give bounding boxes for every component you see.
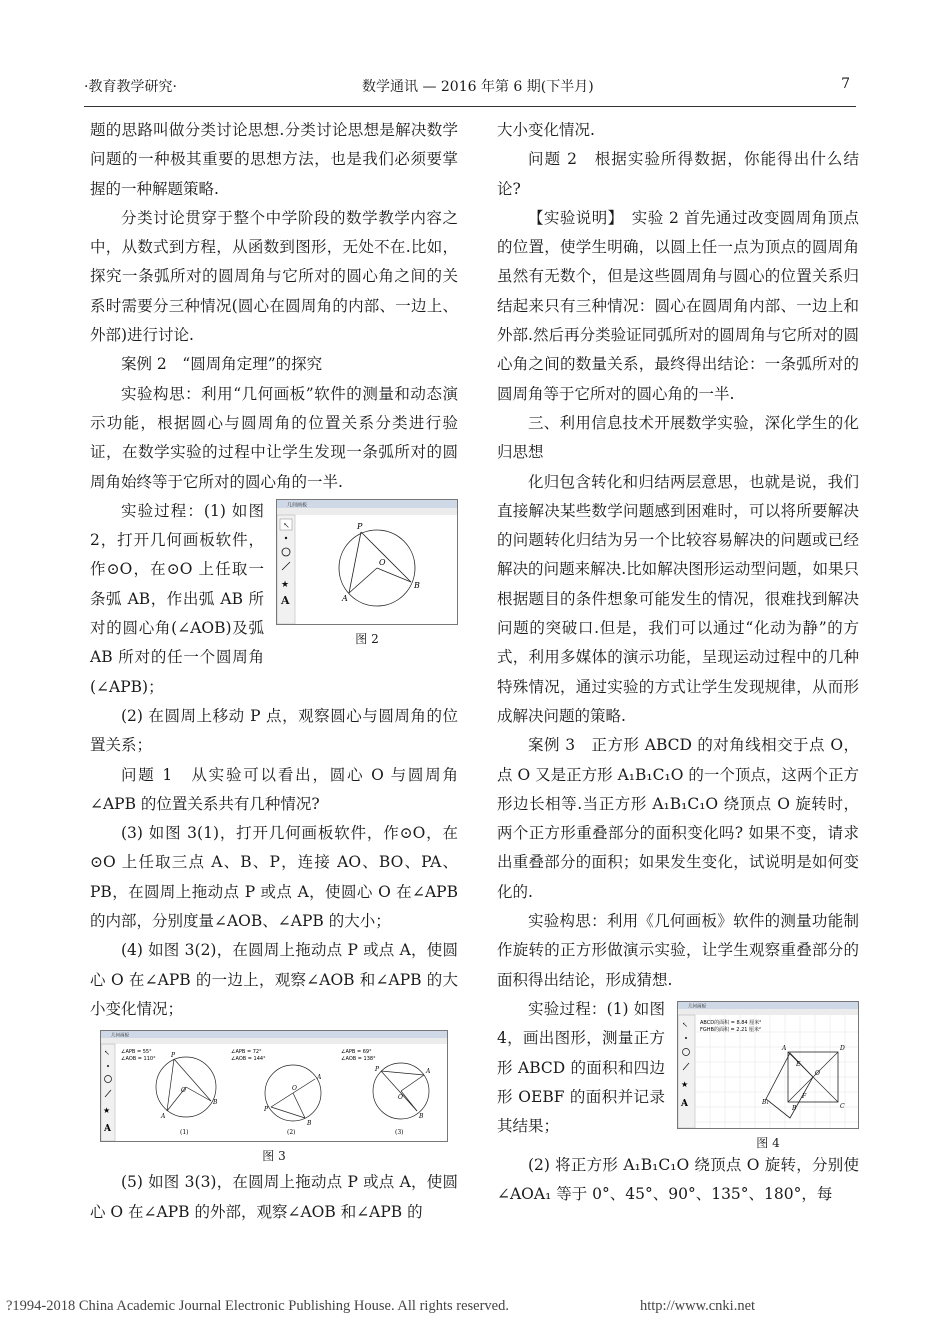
- figure-3: [90, 1030, 458, 1164]
- paragraph: 实验过程：(1) 如图 2，打开几何画板软件，作⊙O，在⊙O 上任取一条弧 AB，作出弧 AB 所对的圆心角(∠AOB)及弧 AB 所对的任一个圆周角(∠APB)；: [90, 501, 264, 696]
- label-o: O: [181, 1087, 186, 1095]
- label-a: A: [782, 1044, 787, 1052]
- text-tool-icon: A: [104, 1124, 111, 1135]
- figure-caption: 图 2: [355, 631, 379, 646]
- left-column: [90, 116, 458, 1227]
- label-b: B: [213, 1099, 218, 1107]
- paragraph: 题的思路叫做分类讨论思想.分类讨论思想是解决数学问题的一种极其重要的思想方法，也是我们必须要掌握的一种解题策略.: [90, 121, 458, 198]
- label-b: B: [419, 1113, 424, 1121]
- case-heading: 案例 2 “圆周角定理”的探究: [121, 355, 323, 374]
- running-header: [84, 76, 856, 100]
- problem-1: 问题 1 从实验可以看出，圆心 O 与圆周角∠APB 的位置关系共有几种情况?: [90, 765, 458, 813]
- label-o: O: [379, 557, 386, 567]
- label-o: O: [292, 1085, 297, 1093]
- label-p: P: [171, 1052, 176, 1060]
- label-b: B: [414, 580, 420, 590]
- problem-2: 问题 2 根据实验所得数据，你能得出什么结论?: [497, 150, 859, 198]
- point-tool-icon: [285, 537, 287, 539]
- figure-4: [677, 1001, 859, 1151]
- figure-caption: 图 4: [756, 1135, 780, 1150]
- app-title: 几何画板: [688, 1004, 706, 1010]
- measure-aob-3: ∠AOB = 138°: [341, 1056, 376, 1063]
- label-p: P: [357, 521, 363, 531]
- polygon-tool-icon: ★: [103, 1106, 111, 1116]
- sub-caption: (3): [395, 1129, 404, 1137]
- paragraph: (4) 如图 3(2)，在圆周上拖动点 P 或点 A，使圆心 O 在∠APB 的一边上，观察∠AOB 和∠APB 的大小变化情况；: [90, 941, 458, 1018]
- point-tool-icon: [685, 1037, 687, 1039]
- text-tool-icon: A: [281, 593, 290, 607]
- label-o: O: [815, 1069, 820, 1077]
- measure-aob-1: ∠AOB = 110°: [121, 1056, 156, 1063]
- measure-fghb: FGHB的面积 = 2.21 厘米²: [700, 1026, 762, 1033]
- figure-4-wrap: [497, 995, 859, 1151]
- paragraph: 分类讨论贯穿于整个中学阶段的数学教学内容之中，从数式到方程，从函数到图形，无处不在.比如，探究一条弧所对的圆周角与它所对的圆心角之间的关系时需要分三种情况(圆心在圆周角的内部、一边上、外部)进行讨论.: [90, 208, 458, 345]
- measure-apb-3: ∠APB = 69°: [341, 1049, 372, 1056]
- label-p: P: [375, 1066, 380, 1074]
- case-3: 案例 3 正方形 ABCD 的对角线相交于点 O，点 O 又是正方形 A₁B₁C₁O 的一个顶点，这两个正方形边长相等.当正方形 A₁B₁C₁O 绕顶点 O 旋转时，两个正方形重叠部分的面积变化吗? 如果不变，请求出重叠部分的面积；如果发生变化，试说明是如何变化的.: [497, 736, 859, 901]
- measure-apb-1: ∠APB = 55°: [121, 1049, 152, 1056]
- paragraph: 实验构思：利用《几何画板》软件的测量功能制作旋转的正方形做演示实验，让学生观察重叠部分的面积得出结论，形成猜想.: [497, 912, 859, 989]
- polygon-tool-icon: ★: [281, 579, 290, 590]
- sub-caption: (2): [287, 1129, 296, 1137]
- label-a: A: [426, 1068, 431, 1076]
- measure-aob-2: ∠AOB = 144°: [231, 1056, 266, 1063]
- arrow-tool-icon: ↖: [682, 1020, 688, 1029]
- polygon-tool-icon: ★: [681, 1079, 689, 1089]
- footer: [6, 1298, 946, 1315]
- experiment-note: 【实验说明】 实验 2 首先通过改变圆周角顶点的位置，使学生明确，以圆上任一点为顶点的圆周角虽然有无数个，但是这些圆周角与圆心的位置关系归结起来只有三种情况：圆心在圆周角内部、一边上和外部.然后再分类验证同弧所对的圆周角与它所对的圆心角之间的数量关系，最终得出结论：一条弧所对的圆周角等于它所对的圆心角的一半.: [497, 208, 859, 403]
- section-label: ·教育教学研究·: [84, 79, 177, 95]
- figure-2: [276, 499, 458, 647]
- geometry-sketchpad-screenshot: [100, 1030, 448, 1142]
- label-c: C: [840, 1102, 845, 1110]
- text-tool-icon: A: [681, 1098, 688, 1109]
- figure-caption: 图 3: [262, 1149, 286, 1164]
- right-column: [497, 116, 859, 1210]
- paragraph: 化归包含转化和归结两层意思，也就是说，我们直接解决某些数学问题感到困难时，可以将所要解决的问题转化归结为另一个比较容易解决的问题或已经解决的问题来解决.比如解决图形运动型问题，如果只根据题目的条件想象可能发生的情况，很难找到解决问题的突破口.但是，我们可以通过“化动为静”的方式，利用多媒体的演示功能，呈现运动过程中的几种特殊情况，通过实验的方式让学生发现规律，从而形成解决问题的策略.: [497, 472, 859, 725]
- label-o: O: [398, 1094, 403, 1102]
- copyright: ?1994-2018 China Academic Journal Electronic Publishing House. All rights reserved.: [6, 1298, 509, 1314]
- geometry-sketchpad-screenshot: [276, 499, 458, 625]
- journal-issue: 数学通讯 — 2016 年第 6 期(下半月): [362, 79, 594, 95]
- paragraph: 实验过程：(1) 如图 4，画出图形，测量正方形 ABCD 的面积和四边形 OEBF 的面积并记录其结果；: [497, 999, 665, 1136]
- section-heading: 三、利用信息技术开展数学实验，深化学生的化归思想: [497, 413, 859, 462]
- label-e: E: [796, 1060, 801, 1068]
- paragraph: (2) 将正方形 A₁B₁C₁O 绕顶点 O 旋转，分别使∠AOA₁ 等于 0°、45°、90°、135°、180°，每: [497, 1155, 859, 1204]
- label-a: A: [342, 593, 348, 603]
- paragraph: 实验构思：利用“几何画板”软件的测量和动态演示功能，根据圆心与圆周角的位置关系分类进行验证，在数学实验的过程中让学生发现一条弧所对的圆周角始终等于它所对的圆心角的一半.: [90, 384, 458, 491]
- sub-caption: (1): [180, 1129, 189, 1137]
- arrow-tool-icon: ↖: [104, 1049, 110, 1058]
- geometry-sketchpad-screenshot: [677, 1001, 859, 1129]
- measure-apb-2: ∠APB = 72°: [231, 1049, 262, 1056]
- measure-abcd: ABCD的面积 = 8.84 厘米²: [700, 1019, 762, 1026]
- paragraph: (3) 如图 3(1)，打开几何画板软件，作⊙O，在⊙O 上任取三点 A、B、P，连接 AO、BO、PA、PB，在圆周上拖动点 P 或点 A，使圆心 O 在∠APB 的内部，分别度量∠AOB、∠APB 的大小；: [90, 824, 458, 931]
- label-a: A: [317, 1074, 322, 1082]
- arrow-tool-icon: ↖: [283, 520, 290, 530]
- page-number: 7: [841, 76, 850, 92]
- header-rule: [84, 106, 856, 107]
- label-b: B: [307, 1120, 312, 1128]
- paragraph: 大小变化情况.: [497, 121, 595, 139]
- cnki-link[interactable]: http://www.cnki.net: [640, 1298, 756, 1314]
- label-d: D: [840, 1044, 845, 1052]
- app-title: 几何画板: [287, 502, 308, 509]
- label-p: P: [264, 1106, 269, 1114]
- figure-2-wrap: [90, 497, 458, 702]
- label-b1: B₁: [762, 1098, 769, 1106]
- point-tool-icon: [107, 1065, 109, 1067]
- paragraph: (5) 如图 3(3)，在圆周上拖动点 P 或点 A，使圆心 O 在∠APB 的外部，观察∠AOB 和∠APB 的: [90, 1173, 458, 1221]
- app-title: 几何画板: [111, 1033, 129, 1039]
- label-f: F: [802, 1092, 807, 1100]
- paragraph: (2) 在圆周上移动 P 点，观察圆心与圆周角的位置关系；: [90, 706, 458, 755]
- label-b: B: [792, 1104, 797, 1112]
- label-a: A: [161, 1113, 166, 1121]
